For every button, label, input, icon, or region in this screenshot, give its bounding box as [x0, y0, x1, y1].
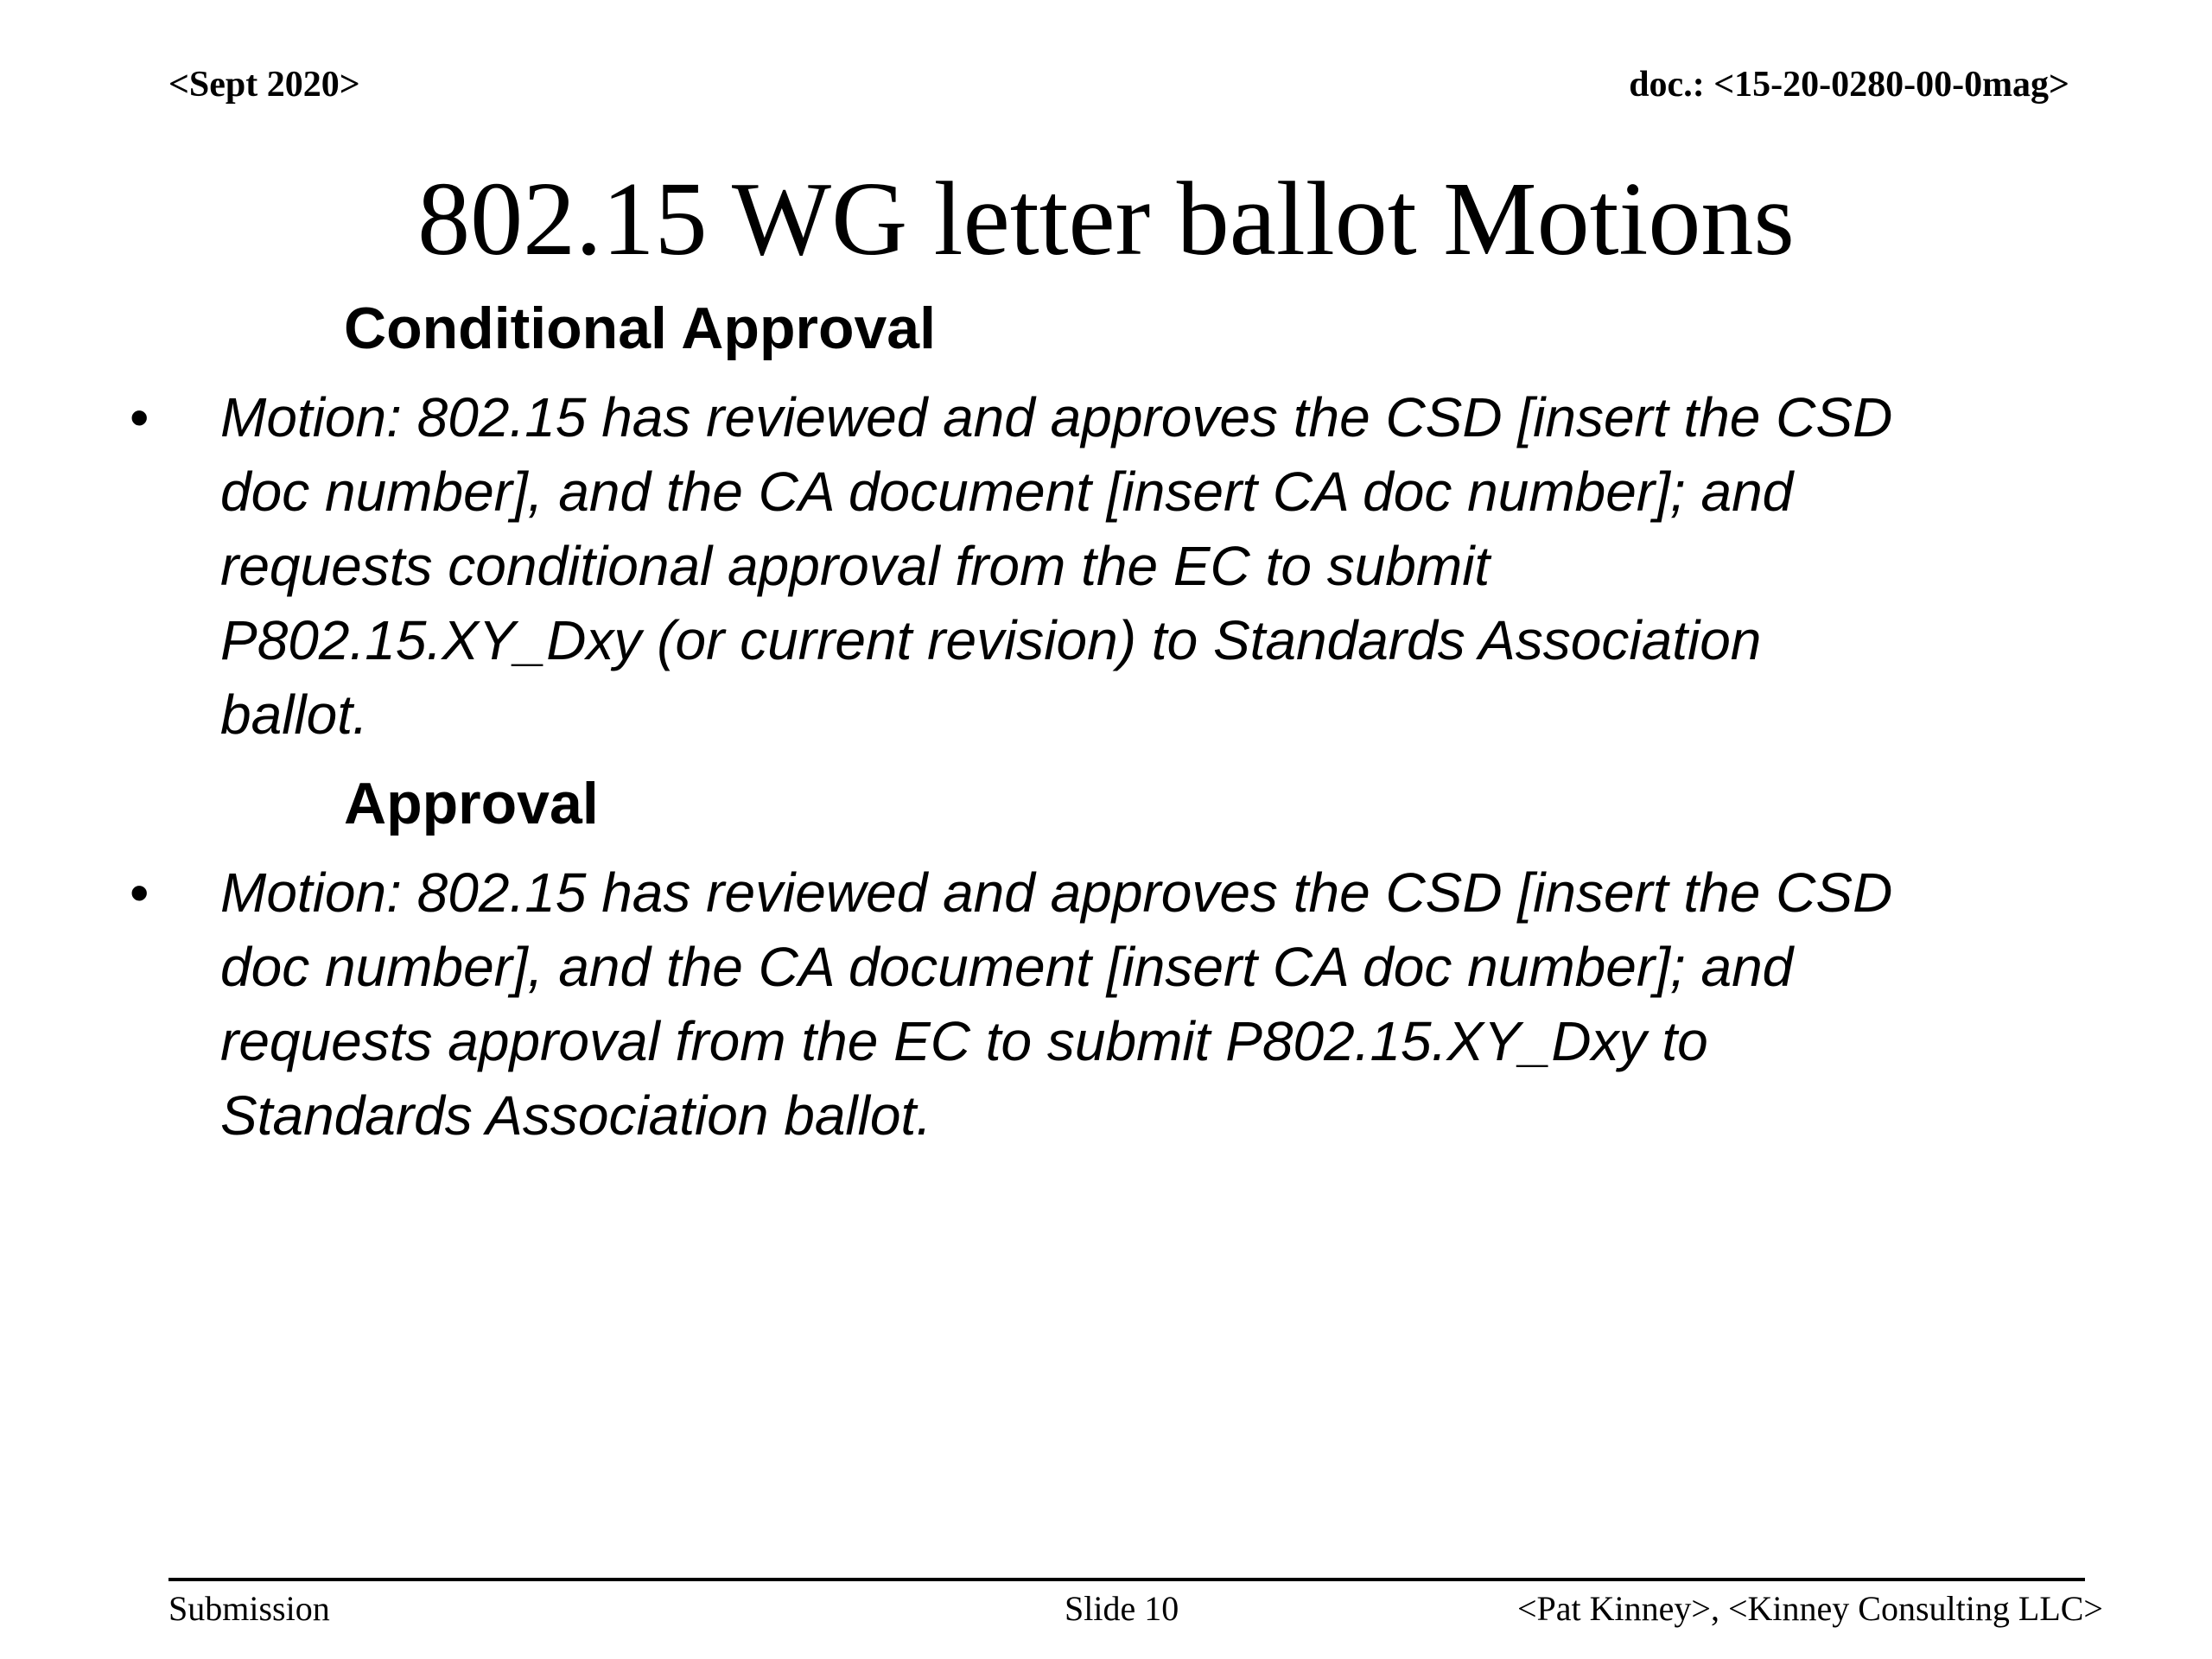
header-doc-number: doc.: <15-20-0280-00-0mag>	[1629, 65, 2069, 105]
footer-slide-number: Slide 10	[1065, 1589, 1179, 1628]
motion-text-line: Standards Association ballot.	[220, 1084, 931, 1147]
slide-title: 802.15 WG letter ballot Motions	[417, 161, 1795, 277]
motion-text-line: doc number], and the CA document [insert CA doc number]; and	[220, 461, 1794, 523]
footer-divider	[168, 1578, 2085, 1581]
motion-text-line: P802.15.XY_Dxy (or current revision) to Standards Association	[220, 609, 1762, 671]
footer-submission: Submission	[168, 1589, 330, 1628]
motion-text-line: requests conditional approval from the EC to submit	[220, 535, 1491, 597]
motion-text-line: requests approval from the EC to submit P802.15.XY_Dxy to	[220, 1010, 1708, 1072]
section-heading-conditional-approval: Conditional Approval	[344, 296, 937, 361]
bullet-icon: •	[130, 861, 149, 924]
motion-text-line: Motion: 802.15 has reviewed and approves the CSD [insert the CSD	[220, 861, 1893, 924]
motion-text-line: ballot.	[220, 683, 368, 746]
bullet-item-approval-motion	[130, 855, 2108, 1153]
footer-author: <Pat Kinney>, <Kinney Consulting LLC>	[1517, 1589, 2103, 1628]
bullet-item-conditional-approval-motion	[130, 380, 2108, 752]
motion-text-line: Motion: 802.15 has reviewed and approves the CSD [insert the CSD	[220, 386, 1893, 448]
motion-text	[220, 855, 2108, 1153]
motion-text	[220, 380, 2108, 752]
section-heading-approval: Approval	[344, 771, 599, 836]
header-date: <Sept 2020>	[168, 65, 360, 105]
bullet-icon: •	[130, 386, 149, 448]
motion-text-line: doc number], and the CA document [insert CA doc number]; and	[220, 936, 1794, 998]
